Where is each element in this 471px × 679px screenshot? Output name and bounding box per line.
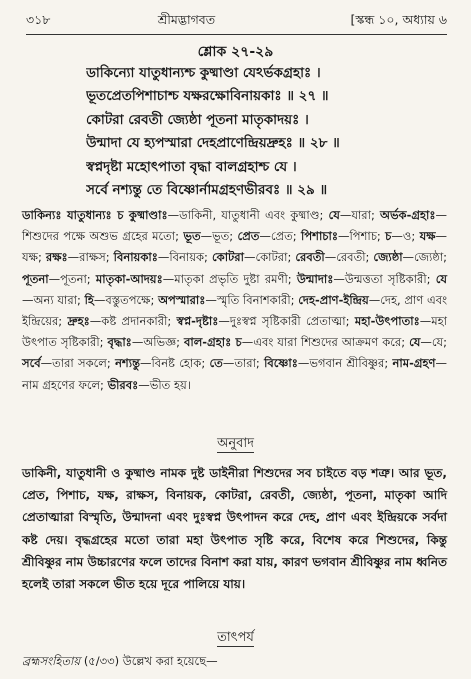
synonym-term: রক্ষঃ [45, 250, 68, 265]
synonym-meaning: —প্রেত; [259, 229, 297, 244]
synonym-meaning: —স্মৃতি বিনাশকারী; [205, 292, 295, 307]
verse-text [86, 62, 451, 202]
synonym-term: মহা-উৎপাতাঃ [354, 314, 420, 329]
synonym-term: হি [84, 292, 94, 307]
synonym-term: ডাকিন্যঃ যাতুধান্যঃ চ কুষ্মাণ্ডাঃ [22, 208, 168, 222]
synonym-meaning: —রাক্ষস; [67, 250, 110, 265]
synonym-term: যক্ষ [419, 229, 436, 244]
synonym-meaning: —তারা; [222, 356, 260, 371]
synonym-term: পূতনা [22, 271, 49, 286]
synonym-term: নাম-গ্রহণ [392, 356, 436, 371]
synonym-term: যে [435, 271, 448, 286]
synonym-meaning: —জ্যেষ্ঠা; [402, 250, 448, 265]
header-divider [26, 34, 447, 35]
synonym-meaning: —রেবতী; [324, 250, 370, 265]
purport-reference: (৫/৩৩) [83, 654, 120, 668]
synonym-meaning: —পূতনা; [48, 271, 91, 286]
synonym-term: ভূত [183, 229, 201, 244]
synonym-meaning: —কষ্ট প্রদানকারী; [89, 314, 172, 329]
verse-title: শ্লোক ২৭-২৯ [197, 44, 274, 60]
synonym-term: দ্রুহঃ [67, 314, 90, 329]
synonym-term: দেহ-প্রাণ-ইন্দ্রিয় [298, 292, 369, 307]
translation-text: ডাকিনী, যাতুধানী ও কুষ্মাণ্ড নামক দুষ্ট ডাইনীরা শিশুদের সব চাইতে বড় শত্রু। আর ভূত, প্রেত, পিশাচ, যক্ষ, রাক্ষস, বিনায়ক, কোটরা, রেবতী, জ্যেষ্ঠা, পূতনা, মাতৃকা আদি প্রেতাত্মারা বিস্মৃতি, উন্মাদনা এবং দুঃস্বপ্ন উৎপাদন করে দেহ, প্রাণ এবং ইন্দ্রিয়কে সর্বদা কষ্ট দেয়। বৃদ্ধগ্রহের মতো তারা মহা উৎপাত সৃষ্টি করে, বিশেষ করে শিশুদের, কিন্তু শ্রীবিষ্ণুর নাম উচ্চারণের ফলে তাদের বিনাশ করা যায়, কারণ ভগবান শ্রীবিষ্ণুর নাম ধ্বনিত হলেই তারা সকলে ভীত হয়ে দূরে পালিয়ে যায়। [22, 466, 447, 592]
synonym-term: উন্মাদাঃ [296, 271, 334, 286]
synonym-term: বাল-গ্রহাঃ চ [184, 335, 242, 350]
synonym-term: তে [209, 356, 223, 371]
synonym-meaning: —মহা উৎপাত সৃষ্টিকারী; [22, 314, 447, 350]
synonym-meaning: —নাম গ্রহণের ফলে; [22, 356, 447, 392]
purport-title: তাৎপর্য [217, 630, 254, 645]
synonym-meaning: —যে; [420, 335, 448, 350]
purport-body: উল্লেখ করা হয়েছে— [119, 654, 218, 668]
synonym-meaning: —যক্ষ; [22, 229, 448, 265]
purport-source: ব্রহ্মসংহিতায় [22, 654, 81, 668]
synonym-term: অর্ভক-গ্রহাঃ [380, 208, 436, 222]
synonym-term: কোটরা [211, 250, 244, 265]
chapter-reference: [স্কন্ধ ১০, অধ্যায় ৬ [350, 12, 447, 27]
synonym-meaning: —ডাকিনী, যাতুধানী এবং কুষ্মাণ্ড; [167, 208, 324, 222]
synonym-meaning: —বস্তুতপক্ষে; [93, 292, 155, 307]
purport-text [22, 652, 447, 670]
synonym-meaning: —ভগবান শ্রীবিষ্ণুর; [297, 356, 389, 371]
synonym-meaning: —মাতৃকা প্রভৃতি দুষ্টা রমণী; [162, 271, 292, 286]
translation-heading [0, 434, 471, 455]
synonym-term: রেবতী [295, 250, 325, 265]
synonym-term: অপস্মারাঃ [158, 292, 206, 307]
synonym-term: যে [409, 335, 421, 350]
synonym-term: বিষ্ণোঃ [264, 356, 298, 371]
synonym-term: জ্যেষ্ঠা [373, 250, 403, 265]
synonym-meaning: —তারা সকলে; [40, 356, 111, 371]
synonym-term: পিশাচাঃ [301, 229, 338, 244]
synonym-term: চ [385, 229, 392, 244]
synonym-meaning: —কোটরা; [243, 250, 292, 265]
synonym-meaning: —পিশাচ; [337, 229, 381, 244]
synonym-term: নশ্যন্তু [115, 356, 140, 371]
synonym-meaning: —উন্মত্ততা সৃষ্টিকারী; [333, 271, 431, 286]
synonym-term: প্রেত [237, 229, 260, 244]
synonym-term: স্বপ্ন-দৃষ্টাঃ [176, 314, 219, 329]
synonym-meaning: —শিশুদের পক্ষে অশুভ গ্রহের মতো; [22, 208, 447, 244]
synonym-meaning: —অন্য যারা; [22, 292, 81, 307]
verse-line: সর্বে নশ্যন্তু তে বিষ্ণোর্নামগ্রহণভীরবঃ ॥ ২৯ ॥ [86, 182, 328, 199]
synonym-term: যে [328, 208, 340, 222]
synonym-term: মাতৃকা-আদয়ঃ [95, 271, 163, 286]
synonym-meaning: —দেহ, প্রাণ এবং ইন্দ্রিয়ের; [22, 292, 448, 329]
translation-title: অনুবাদ [217, 436, 254, 451]
synonym-meaning: —বিনষ্ট হোক; [140, 356, 206, 371]
synonyms-paragraph [22, 205, 447, 396]
verse-line: স্বপ্নদৃষ্টা মহোৎপাতা বৃদ্ধা বালগ্রহাশ্চ যে । [86, 158, 297, 175]
synonym-meaning: —ভীত হয়। [138, 377, 191, 392]
synonym-term: বিনায়কাঃ [113, 250, 158, 265]
synonym-meaning: —অভিজ্ঞ; [131, 335, 181, 350]
verse-line: উন্মাদা যে হ্যপস্মারা দেহপ্রাণেন্দ্রিয়দ্রুহঃ ॥ ২৮ ॥ [86, 135, 340, 152]
synonym-meaning: —ও; [391, 229, 416, 244]
book-title: শ্রীমদ্ভাগবত [157, 12, 216, 27]
verse-line: কোটরা রেবতী জ্যেষ্ঠা পূতনা মাতৃকাদয়ঃ । [86, 111, 309, 128]
page-header [26, 10, 447, 34]
verse-line: ভূতপ্রেতপিশাচাশ্চ যক্ষরক্ষোবিনায়কাঃ ॥ ২৭ ॥ [86, 88, 329, 105]
page-number: ৩১৮ [26, 12, 51, 27]
synonym-term: সর্বে [22, 356, 41, 371]
synonym-term: বৃদ্ধাঃ [107, 335, 132, 350]
synonym-meaning: —ভূত; [200, 229, 234, 244]
synonym-meaning: —এবং যারা শিশুদের আক্রমণ করে; [241, 335, 406, 350]
synonym-term: ভীরবঃ [107, 377, 139, 392]
synonym-meaning: —যারা; [339, 208, 375, 222]
verse-line: ডাকিন্যো যাতুধান্যশ্চ কুষ্মাণ্ডা যেঽর্ভকগ্রহাঃ । [86, 65, 321, 81]
purport-heading [0, 628, 471, 649]
synonym-meaning: —দুঃস্বপ্ন সৃষ্টিকারী প্রেতাত্মা; [218, 314, 350, 329]
synonym-meaning: —বিনায়ক; [157, 250, 208, 265]
